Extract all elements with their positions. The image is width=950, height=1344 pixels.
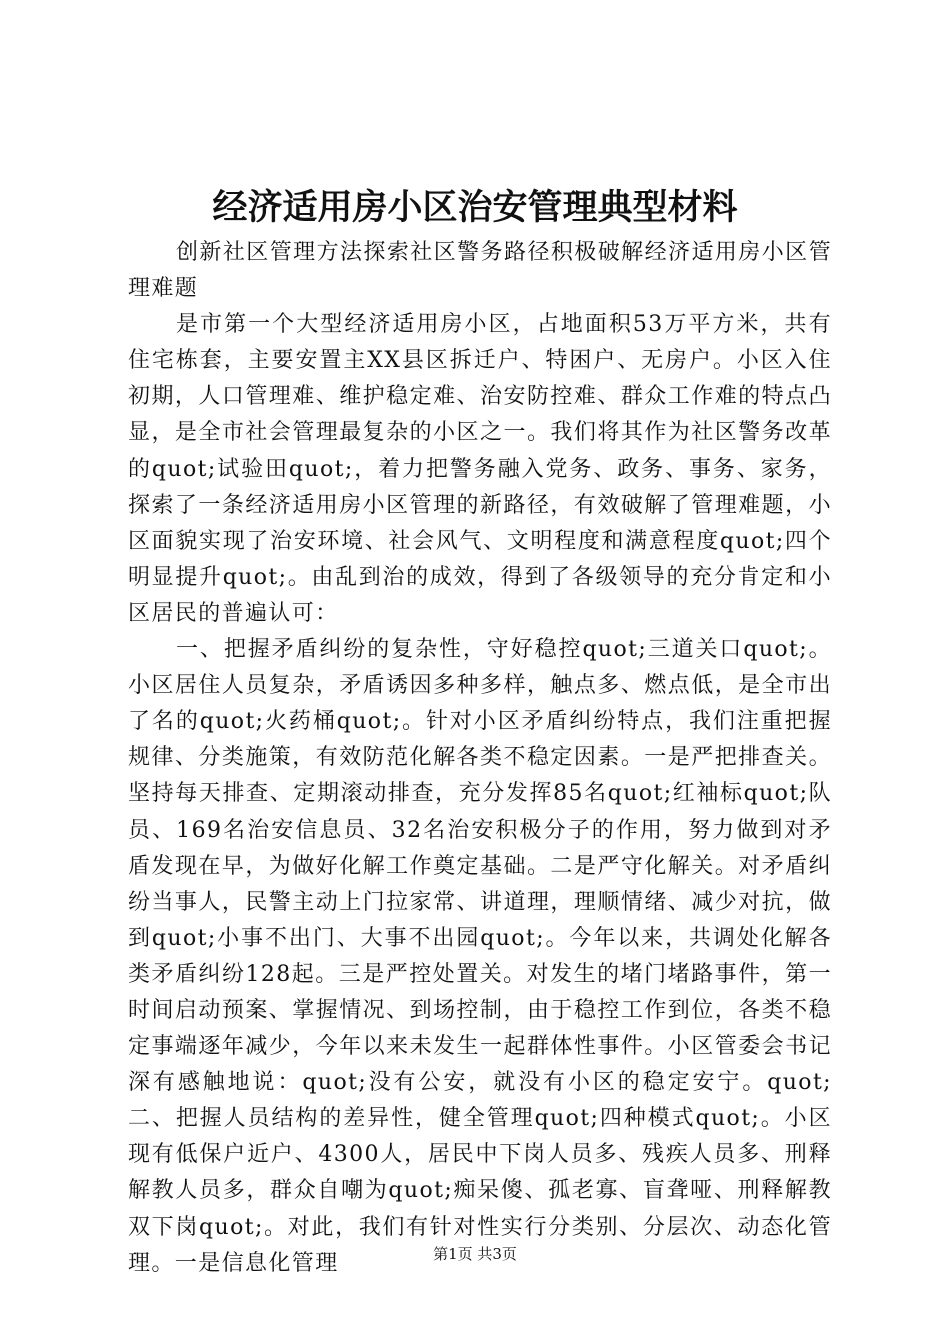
paragraph-subtitle: 创新社区管理方法探索社区警务路径积极破解经济适用房小区管理难题 (128, 240, 832, 302)
paragraph-main: 一、把握矛盾纠纷的复杂性，守好稳控quot;三道关口quot;。小区居住人员复杂，矛盾诱因多种多样，触点多、燃点低，是全市出了名的quot;火药桶quot;。针对小区矛盾纠纷特点，我们注重把握规律、分类施策，有效防范化解各类不稳定因素。一是严把排查关。坚持每天排查、定期滚动排查，充分发挥85名quot;红袖标quot;队员、169名治安信息员、32名治安积极分子的作用，努力做到对矛盾发现在早，为做好化解工作奠定基础。二是严守化解关。对矛盾纠纷当事人，民警主动上门拉家常、讲道理，理顺情绪、减少对抗，做到quot;小事不出门、大事不出园quot;。今年以来，共调处化解各类矛盾纠纷128起。三是严控处置关。对发生的堵门堵路事件，第一时间启动预案、掌握情况、到场控制，由于稳控工作到位，各类不稳定事端逐年减少，今年以来未发生一起群体性事件。小区管委会书记深有感触地说：quot;没有公安，就没有小区的稳定安宁。quot;二、把握人员结构的差异性，健全管理quot;四种模式quot;。小区现有低保户近户、4300人，居民中下岗人员多、残疾人员多、刑释解教人员多，群众自嘲为quot;痴呆傻、孤老寡、盲聋哑、刑释解教双下岗quot;。对此，我们有针对性实行分类别、分层次、动态化管理。一是信息化管理 (128, 637, 832, 1276)
page-footer: 第1页 共3页 (433, 1245, 517, 1263)
document-title: 经济适用房小区治安管理典型材料 (212, 187, 738, 228)
document-body (128, 235, 832, 1282)
paragraph-intro: 是市第一个大型经济适用房小区，占地面积53万平方米，共有住宅栋套，主要安置主XX县区拆迁户、特困户、无房户。小区入住初期，人口管理难、维护稳定难、治安防控难、群众工作难的特点凸显，是全市社会管理最复杂的小区之一。我们将其作为社区警务改革的quot;试验田quot;，着力把警务融入党务、政务、事务、家务，探索了一条经济适用房小区管理的新路径，有效破解了管理难题，小区面貌实现了治安环境、社会风气、文明程度和满意程度quot;四个明显提升quot;。由乱到治的成效，得到了各级领导的充分肯定和小区居民的普遍认可： (128, 312, 832, 626)
